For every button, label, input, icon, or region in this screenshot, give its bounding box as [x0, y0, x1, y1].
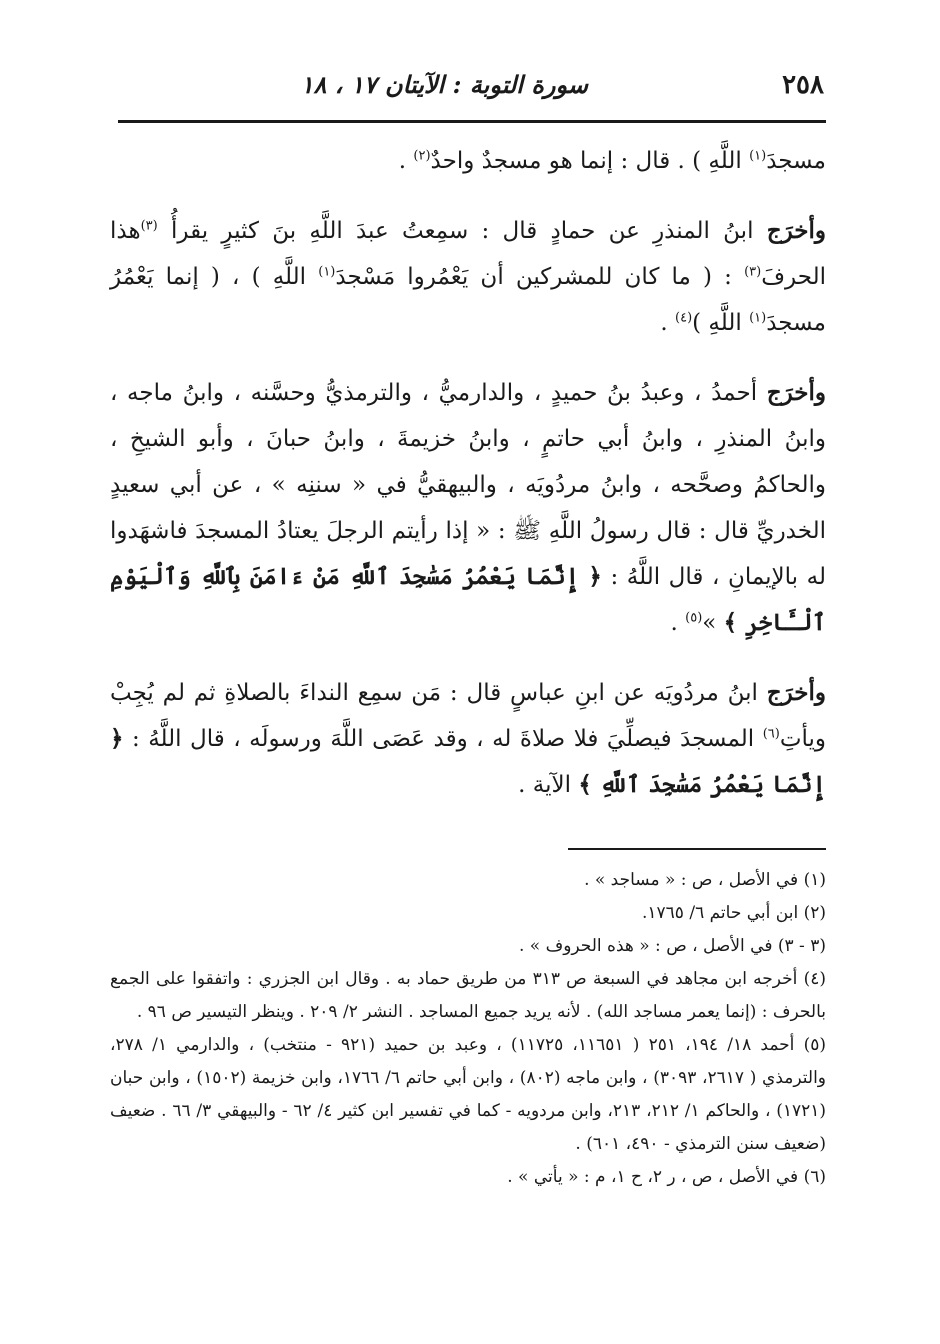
paragraph-lead: وأخرَج [766, 217, 826, 244]
text-run: » [702, 610, 724, 636]
paragraph-4 [110, 670, 826, 808]
footnote-item: (٣ - ٣) في الأصل ، ص : « هذه الحروف » . [518, 936, 826, 956]
text-run: . [670, 610, 686, 636]
footnote-ref: (١) [749, 310, 767, 326]
text-run: اللَّهِ ) ، ( إنما يَعْمُرُ مسجدَ [110, 264, 826, 336]
footnote-ref: (٣) [140, 218, 158, 234]
paragraph-3 [110, 370, 826, 646]
page-header [118, 64, 824, 104]
paragraph-2 [110, 208, 826, 346]
footnotes [110, 864, 826, 1194]
footnote-item: (٢) ابن أبي حاتم ٦/ ١٧٦٥. [641, 903, 826, 923]
text-run: : ( ما كان للمشركين أن يَعْمُروا مَسْجدَ [335, 264, 745, 290]
text-run: اللَّهِ ) . قال : إنما هو مسجدٌ واحدٌ [430, 148, 750, 174]
quran-verse: ﴿ إِنَّمَا يَعْمُرُ مَسَٰجِدَ ٱللَّهِ مَنْ ءَامَنَ بِٱللَّهِ وَٱلْيَوْمِ ٱلْـَٔاخِرِ ﴾ [110, 563, 826, 636]
footnote-item: (٦) في الأصل ، ص ، ر ٢، ح ١، م : « يأتي » . [507, 1167, 826, 1187]
footnote-divider [568, 848, 826, 850]
footnote-ref: (٥) [685, 610, 703, 626]
running-title: سورة التوبة : الآيتان ١٧ ، ١٨ [300, 70, 588, 99]
footnote-ref: (١) [318, 264, 336, 280]
text-run: . [660, 310, 675, 336]
footnote-item: (٥) أحمد ١٨/ ١٩٤، ٢٥١ ( ١١٦٥١، ١١٧٢٥) ، وعبد بن حميد (٩٢١ - منتخب) ، والدارمي ١/ ٢٧٨، والترمذي ( ٢٦١٧، ٣٠٩٣) ، وابن ماجه (٨٠٢) ، وابن أبي حاتم ٦/ ١٧٦٦، وابن خزيمة (١٥٠٢) ، وابن حبان (١٧٢١) ، والحاكم ١/ ٢١٢، ٢١٣، وابن مردويه - كما في تفسير ابن كثير ٤/ ٦٢ - والبيهقي ٣/ ٦٦ . ضعيف (ضعيف سنن الترمذي - ٤٩٠، ٦٠١) . [110, 1035, 827, 1154]
text-run: هذا الحرفَ [110, 218, 826, 290]
text-run: اللَّهِ ) [692, 310, 750, 336]
paragraph-lead: وأخرَج [766, 379, 826, 406]
text-run: ابنُ مردُويَه عن ابنِ عباسٍ قال : مَن سمِع النداءَ بالصلاةِ ثم لم يُجِبْ ويأتِ [110, 680, 826, 752]
paragraph-lead: وأخرَج [766, 679, 826, 706]
quran-verse: ﴿ إِنَّمَا يَعْمُرُ مَسَٰجِدَ ٱللَّهِ ﴾ [110, 725, 826, 798]
main-text [110, 138, 826, 832]
text-run: المسجدَ فيصلِّيَ فلا صلاةَ له ، وقد عَصَى اللَّهَ ورسولَه ، قال اللَّهُ : [123, 726, 763, 752]
text-run: أحمدُ ، وعبدُ بنُ حميدٍ ، والدارميُّ ، والترمذيُّ وحسَّنه ، وابنُ ماجه ، وابنُ المنذرِ ، وابنُ أبي حاتمٍ ، وابنُ خزيمةَ ، وابنُ حبانَ ، وأبو الشيخِ ، والحاكمُ وصحَّحه ، وابنُ مردُويَه ، والبيهقيُّ في « سننِه » ، عن أبي سعيدٍ الخدريِّ قال : قال رسولُ اللَّهِ ﷺ : « إذا رأيتم الرجلَ يعتادُ المسجدَ فاشهَدوا له بالإيمانِ ، قال اللَّهُ : [110, 380, 826, 590]
footnote-ref: (٢) [413, 148, 431, 164]
footnote-item: (٤) أخرجه ابن مجاهد في السبعة ص ٣١٣ من طريق حماد به . وقال ابن الجزري : واتفقوا على الجمع بالحرف : (إنما يعمر مساجد الله) . لأنه يريد جميع المساجد . النشر ٢/ ٢٠٩ . وينظر التيسير ص ٩٦ . [110, 969, 826, 1022]
text-run: . [398, 148, 414, 174]
footnote-ref: (٣) [744, 264, 762, 280]
footnote-ref: (٤) [675, 310, 693, 326]
footnote-ref: (١) [749, 148, 767, 164]
footnote-item: (١) في الأصل ، ص : « مساجد » . [584, 870, 826, 890]
footnote-ref: (٦) [762, 726, 780, 742]
text-run: الآية . [518, 772, 579, 798]
paragraph-1 [110, 138, 826, 184]
text-run: ابنُ المنذرِ عن حمادٍ قال : سمِعتُ عبدَ اللَّهِ بنَ كثيرٍ يقرأُ [157, 218, 767, 244]
page-number: ٢٥٨ [782, 70, 824, 100]
text-run: مسجدَ [766, 148, 826, 174]
header-divider [118, 120, 826, 123]
